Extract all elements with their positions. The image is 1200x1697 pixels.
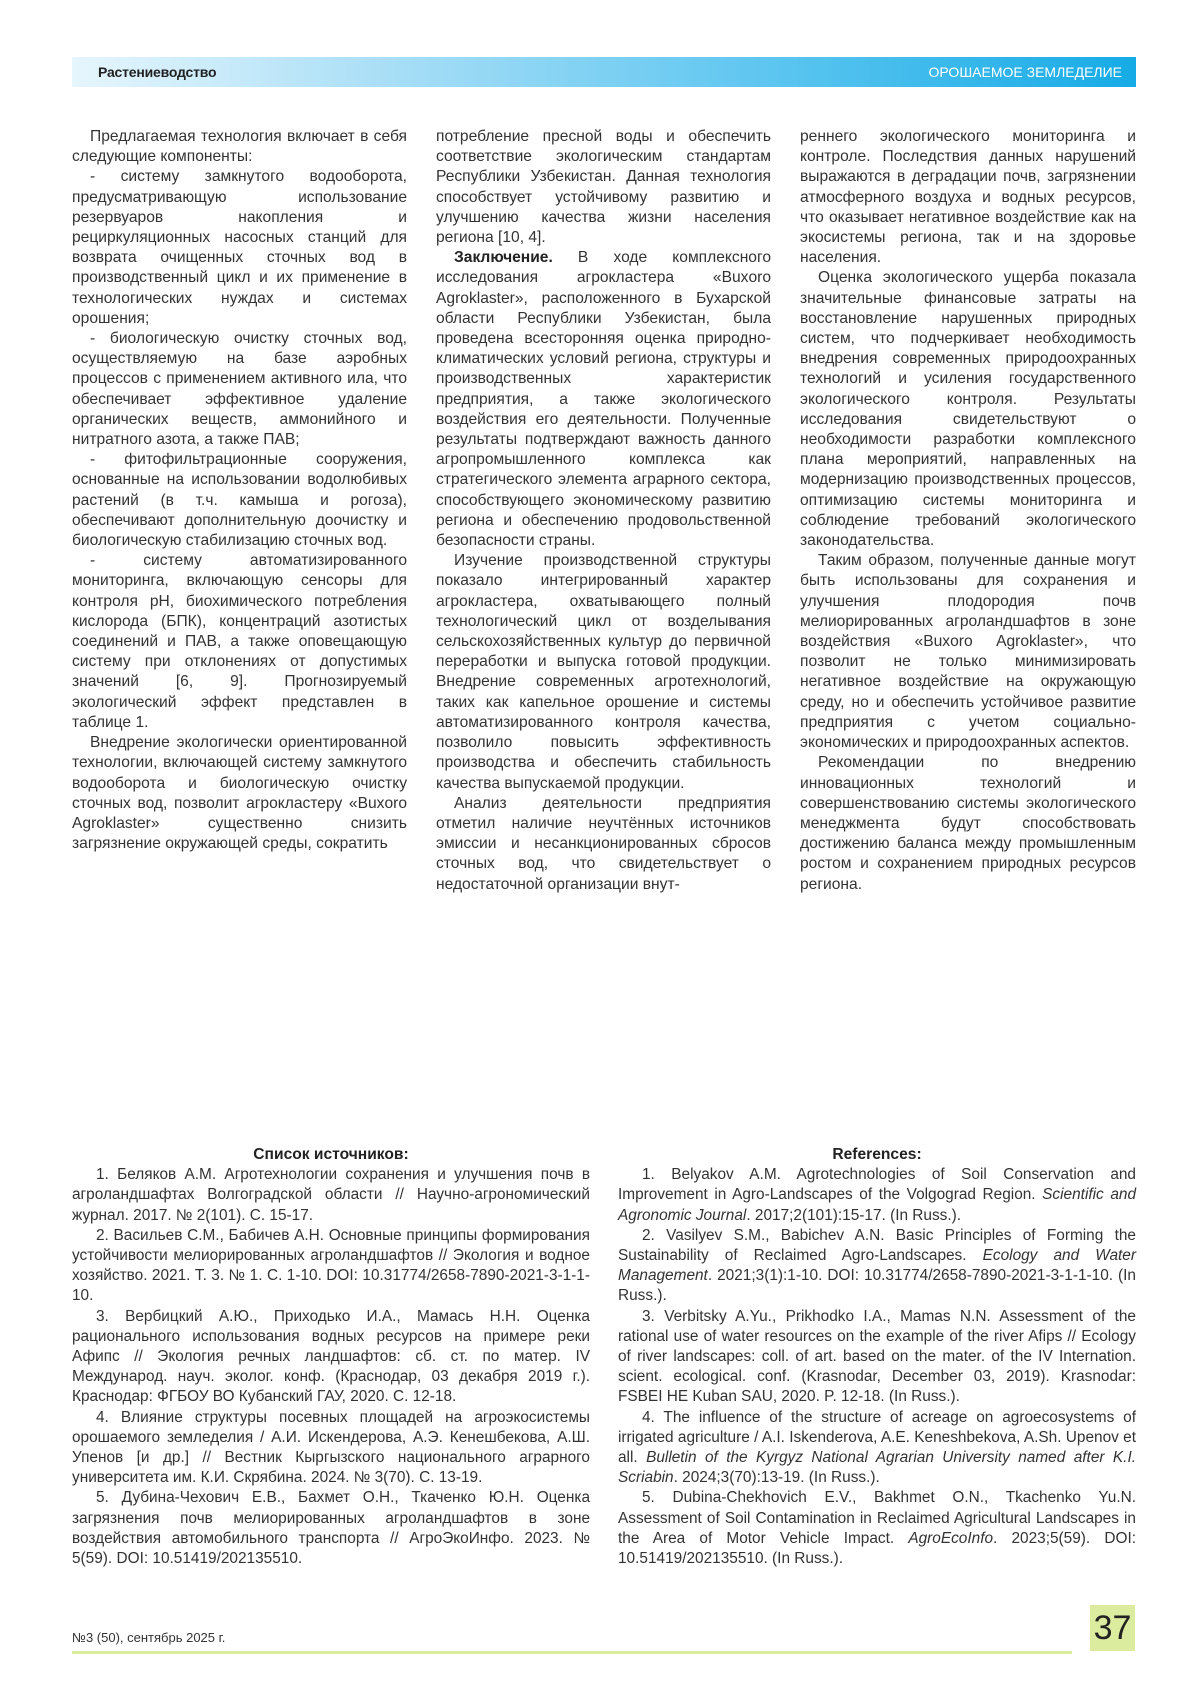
journal-title: Bulletin of the Kyrgyz National Agrarian University named after K.I. Scriabin [618,1449,1136,1487]
paragraph: Предлагаемая технология включает в себя следующие компоненты: [72,128,407,166]
conclusion-heading: Заключение. [454,249,553,267]
paragraph: - фитофильтрационные сооружения, основанные на использовании водолюбивых растений (в т.ч. камыша и рогоза), обеспечивают дополнительную доочистку и биологическую стабилизацию сточных вод. [72,451,407,550]
footer-divider [72,1651,1072,1654]
reference-item: 3. Вербицкий А.Ю., Приходько И.А., Мамась Н.Н. Оценка рационального использования водных ресурсов на примере реки Афипс // Экология речных ландшафтов: сб. ст. по матер. IV Международ. науч. эколог. конф. (Краснодар, 03 декабря 2019 г.). Краснодар: ФГБОУ ВО Кубанский ГАУ, 2020. С. 12-18. [72,1307,590,1406]
journal-title: AgroEcoInfo [908,1529,994,1547]
references-english [618,1145,1136,1569]
journal-title: Ecology and Water Management [618,1247,1136,1285]
paragraph: потребление пресной воды и обеспечить соответствие экологическим стандартам Республики Узбекистан. Данная технология способствует устойчивому развитию и улучшению качества жизни населения региона [10, 4]. [436,128,771,247]
references-russian [72,1145,590,1569]
conclusion-text: В ходе комплексного исследования агрокластера «Buxoro Agroklaster», расположенного в Бухарской области Республики Узбекистан, была проведена всесторонняя оценка природно-климатических условий региона, структуры и производственных характеристик предприятия, а также экологического воздействия его деятельности. Полученные результаты подтверждают важность данного агропромышленного комплекса как стратегического элемента аграрного сектора, способствующего экономическому развитию региона и обеспечению продовольственной безопасности страны. [436,249,771,550]
references-en-title: References: [832,1146,922,1163]
text-column-1 [72,127,407,854]
rubric-label: ОРОШАЕМОЕ ЗЕМЛЕДЕЛИЕ [928,64,1122,80]
paragraph: Изучение производственной структуры показало интегрированный характер агрокластера, охватывающего полный технологический цикл от возделывания сельскохозяйственных культур до первичной переработки и выпуска готовой продукции. Внедрение современных агротехнологий, таких как капельное орошение и системы автоматизированного контроля качества, позволило повысить эффективность производства и обеспечить стабильность качества выпускаемой продукции. [436,552,771,792]
reference-item: 1. Беляков А.М. Агротехнологии сохранения и улучшения почв в агроландшафтах Волгоградской области // Научно-агрономический журнал. 2017. № 2(101). С. 15-17. [72,1166,590,1224]
paragraph: Рекомендации по внедрению инновационных технологий и совершенствованию системы экологического менеджмента будут способствовать достижению баланса между промышленным ростом и сохранением природных ресурсов региона. [800,754,1136,893]
journal-title: Scientific and Agronomic Journal [618,1186,1137,1224]
running-header [72,57,1136,87]
text-column-3 [800,127,1136,895]
paragraph: - систему автоматизированного мониторинга, включающую сенсоры для контроля pH, биохимического потребления кислорода (БПК), концентраций азотистых соединений и ПАВ, а также оповещающую систему при отклонениях от допустимых значений [6, 9]. Прогнозируемый экологический эффект представлен в таблице 1. [72,552,407,731]
paragraph: Таким образом, полученные данные могут быть использованы для сохранения и улучшения плодородия почв мелиорированных агроландшафтов в зоне воздействия «Buxoro Agroklaster», что позволит не только минимизировать негативное воздействие на окружающую среду, но и обеспечить устойчивое развитие предприятия с учетом социально-экономических и природоохранных аспектов. [800,552,1136,752]
paragraph: - систему замкнутого водооборота, предусматривающую использование резервуаров накопления и рециркуляционных насосных станций для возврата очищенных сточных вод в производственный цикл и их применение в технологических нуждах и системах орошения; [72,168,407,327]
reference-item: 1. Belyakov A.M. Agrotechnologies of Soil Conservation and Improvement in Agro-Landscapes of the Volgograd Region. Scientific and Agronomic Journal. 2017;2(101):15-17. (In Russ.). [618,1166,1137,1224]
reference-item: 4. The influence of the structure of acreage on agroecosystems of irrigated agriculture / A.I. Iskenderova, A.E. Keneshbekova, A.Sh. Upenov et all. Bulletin of the Kyrgyz National Agrarian University named after K.I. Scriabin. 2024;3(70):13-19. (In Russ.). [618,1408,1136,1487]
issue-info: №3 (50), сентябрь 2025 г. [72,1630,226,1645]
reference-item: 3. Verbitsky A.Yu., Prikhodko I.A., Mamas N.N. Assessment of the rational use of water resources on the example of the river Afips // Ecology of river landscapes: coll. of art. based on the mater. of the IV Internation. scient. ecological. conf. (Krasnodar, December 03, 2019). Krasnodar: FSBEI HE Kuban SAU, 2020. P. 12-18. (In Russ.). [618,1307,1136,1406]
text-column-2 [436,127,771,895]
paragraph: Оценка экологического ущерба показала значительные финансовые затраты на восстановление нарушенных природных систем, что подчеркивает необходимость внедрения современных природоохранных технологий и усиления государственного экологического контроля. Результаты исследования свидетельствуют о необходимости разработки комплексного плана мероприятий, направленных на модернизацию производственных процессов, оптимизацию системы мониторинга и соблюдение требований экологического законодательства. [800,269,1136,550]
reference-item: 2. Vasilyev S.M., Babichev A.N. Basic Principles of Forming the Sustainability of Reclaimed Agro-Landscapes. Ecology and Water Management. 2021;3(1):1-10. DOI: 10.31774/2658-7890-2021-3-1-1-10. (In Russ.). [618,1226,1136,1305]
reference-item: 2. Васильев С.М., Бабичев А.Н. Основные принципы формирования устойчивости мелиорированных агроландшафтов // Экология и водное хозяйство. 2021. Т. 3. № 1. С. 1-10. DOI: 10.31774/2658-7890-2021-3-1-1-10. [72,1226,590,1305]
reference-item: 5. Dubina-Chekhovich E.V., Bakhmet O.N., Tkachenko Yu.N. Assessment of Soil Contamination in Reclaimed Agricultural Landscapes in the Area of Motor Vehicle Impact. AgroEcoInfo. 2023;5(59). DOI: 10.51419/202135510. (In Russ.). [618,1489,1136,1568]
paragraph: реннего экологического мониторинга и контроле. Последствия данных нарушений выражаются в деградации почв, загрязнении атмосферного воздуха и водных ресурсов, что оказывает негативное воздействие как на экосистемы региона, так и на здоровье населения. [800,128,1136,267]
reference-item: 4. Влияние структуры посевных площадей на агроэкосистемы орошаемого земледелия / А.И. Искендерова, А.Э. Кенешбекова, А.Ш. Упенов [и др.] // Вестник Кыргызского национального аграрного университета им. К.И. Скрябина. 2024. № 3(70). С. 13-19. [72,1408,590,1487]
paragraph: Внедрение экологически ориентированной технологии, включающей систему замкнутого водооборота и биологическую очистку сточных вод, позволит агрокластеру «Buxoro Agroklaster» существенно снизить загрязнение окружающей среды, сократить [72,734,407,853]
reference-item: 5. Дубина-Чехович Е.В., Бахмет О.Н., Ткаченко Ю.Н. Оценка загрязнения почв мелиорированных агроландшафтов в зоне воздействия автомобильного транспорта // АгроЭкоИнфо. 2023. № 5(59). DOI: 10.51419/202135510. [72,1489,590,1568]
paragraph: - биологическую очистку сточных вод, осуществляемую на базе аэробных процессов с применением активного ила, что обеспечивает эффективное удаление органических веществ, аммонийного и нитратного азота, а также ПАВ; [72,330,407,449]
section-label: Растениеводство [98,64,217,80]
conclusion-paragraph [436,248,771,551]
references-ru-title: Список источников: [253,1146,409,1163]
paragraph: Анализ деятельности предприятия отметил наличие неучтённых источников эмиссии и несанкционированных сбросов сточных вод, что свидетельствует о недостаточной организации внут- [436,794,771,893]
page-number: 37 [1090,1605,1135,1651]
